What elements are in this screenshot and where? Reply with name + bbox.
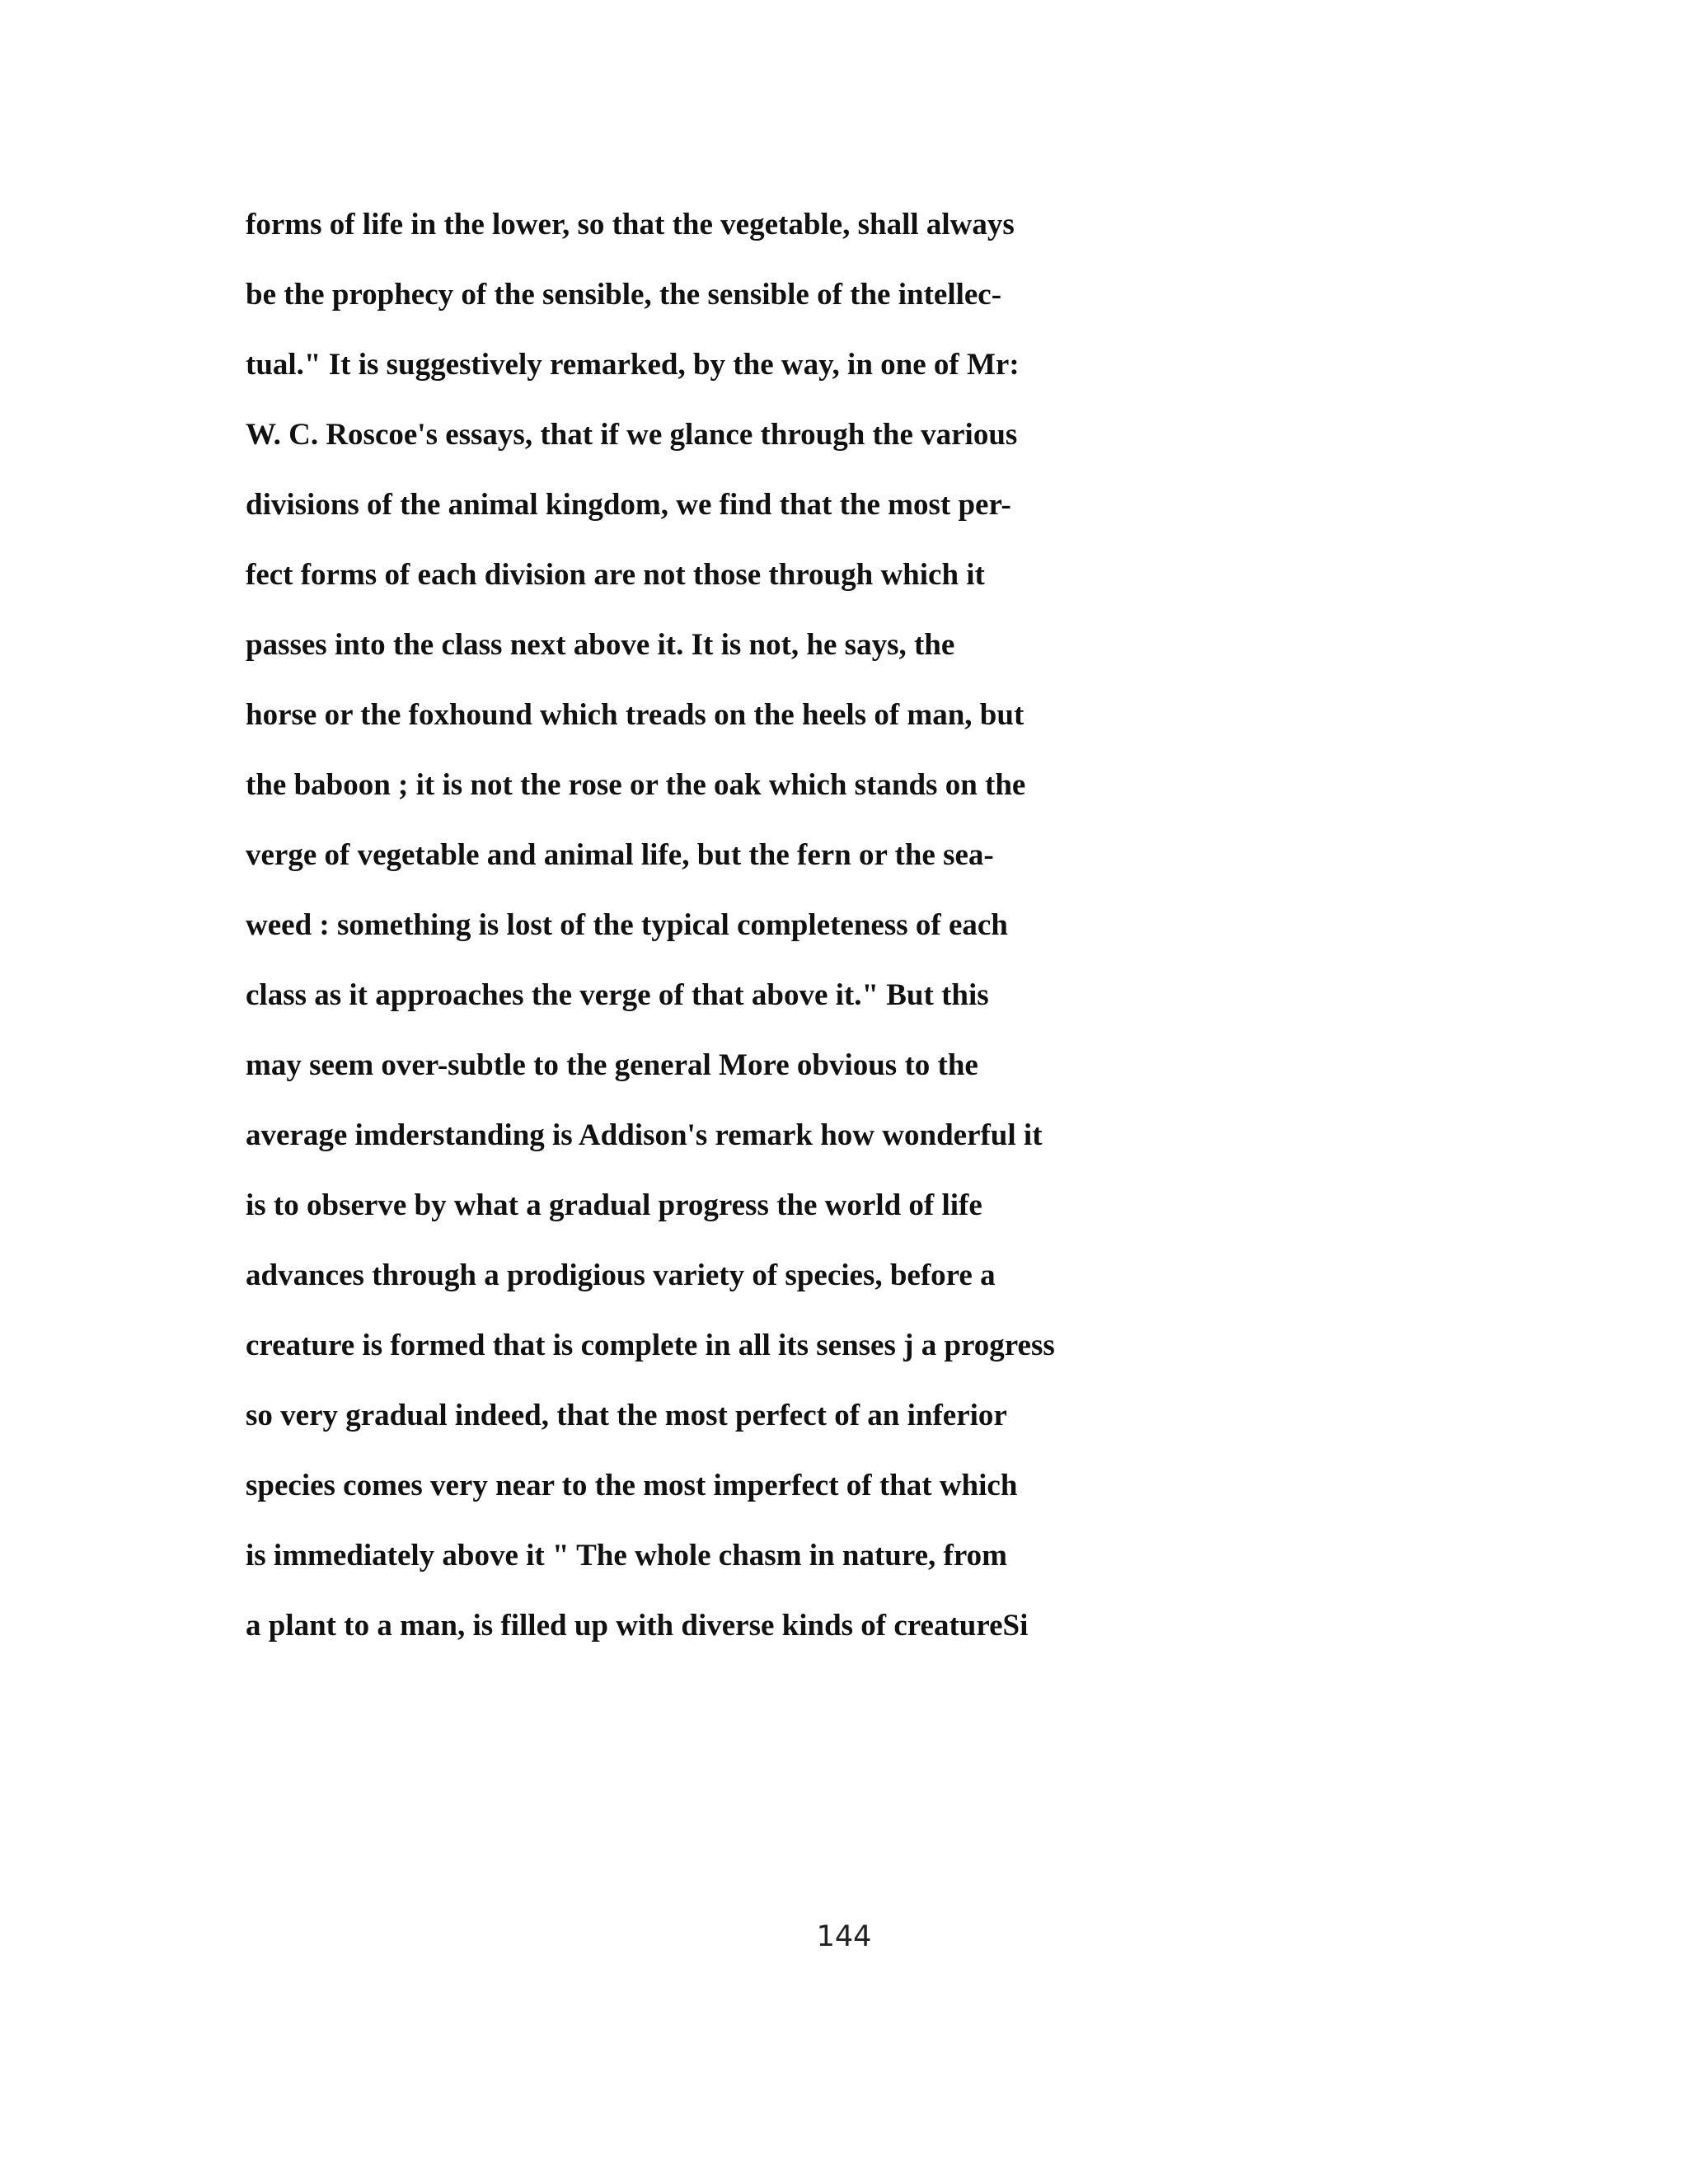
text-line: class as it approaches the verge of that above it." But this: [246, 978, 989, 1012]
text-line: species comes very near to the most imperfect of that which: [246, 1469, 1018, 1502]
text-line: passes into the class next above it. It is not, he says, the: [246, 628, 955, 662]
text-line: fect forms of each division are not those through which it: [246, 558, 985, 592]
text-line: advances through a prodigious variety of species, before a: [246, 1258, 996, 1292]
text-line: tual." It is suggestively remarked, by the way, in one of Mr:: [246, 348, 1020, 382]
text-line: weed : something is lost of the typical completeness of each: [246, 908, 1008, 942]
text-line: is to observe by what a gradual progress the world of life: [246, 1188, 982, 1222]
text-line: average imderstanding is Addison's remark how wonderful it: [246, 1118, 1043, 1152]
text-line: horse or the foxhound which treads on the heels of man, but: [246, 698, 1025, 732]
text-line: is immediately above it " The whole chasm in nature, from: [246, 1539, 1007, 1572]
text-line: W. C. Roscoe's essays, that if we glance through the various: [246, 418, 1018, 452]
text-line: so very gradual indeed, that the most perfect of an inferior: [246, 1399, 1007, 1432]
page-number: 144: [816, 1920, 872, 1953]
body-text: [246, 190, 1235, 1661]
text-line: may seem over-subtle to the general More obvious to the: [246, 1048, 978, 1082]
text-line: forms of life in the lower, so that the vegetable, shall always: [246, 208, 1015, 241]
text-line: creature is formed that is complete in all its senses j a progress: [246, 1329, 1055, 1362]
text-line: the baboon ; it is not the rose or the oak which stands on the: [246, 768, 1026, 802]
text-line: a plant to a man, is filled up with diverse kinds of creatureSi: [246, 1609, 1029, 1643]
text-line: verge of vegetable and animal life, but the fern or the sea-: [246, 838, 994, 872]
text-line: divisions of the animal kingdom, we find that the most per-: [246, 488, 1011, 522]
text-line: be the prophecy of the sensible, the sensible of the intellec-: [246, 278, 1002, 312]
